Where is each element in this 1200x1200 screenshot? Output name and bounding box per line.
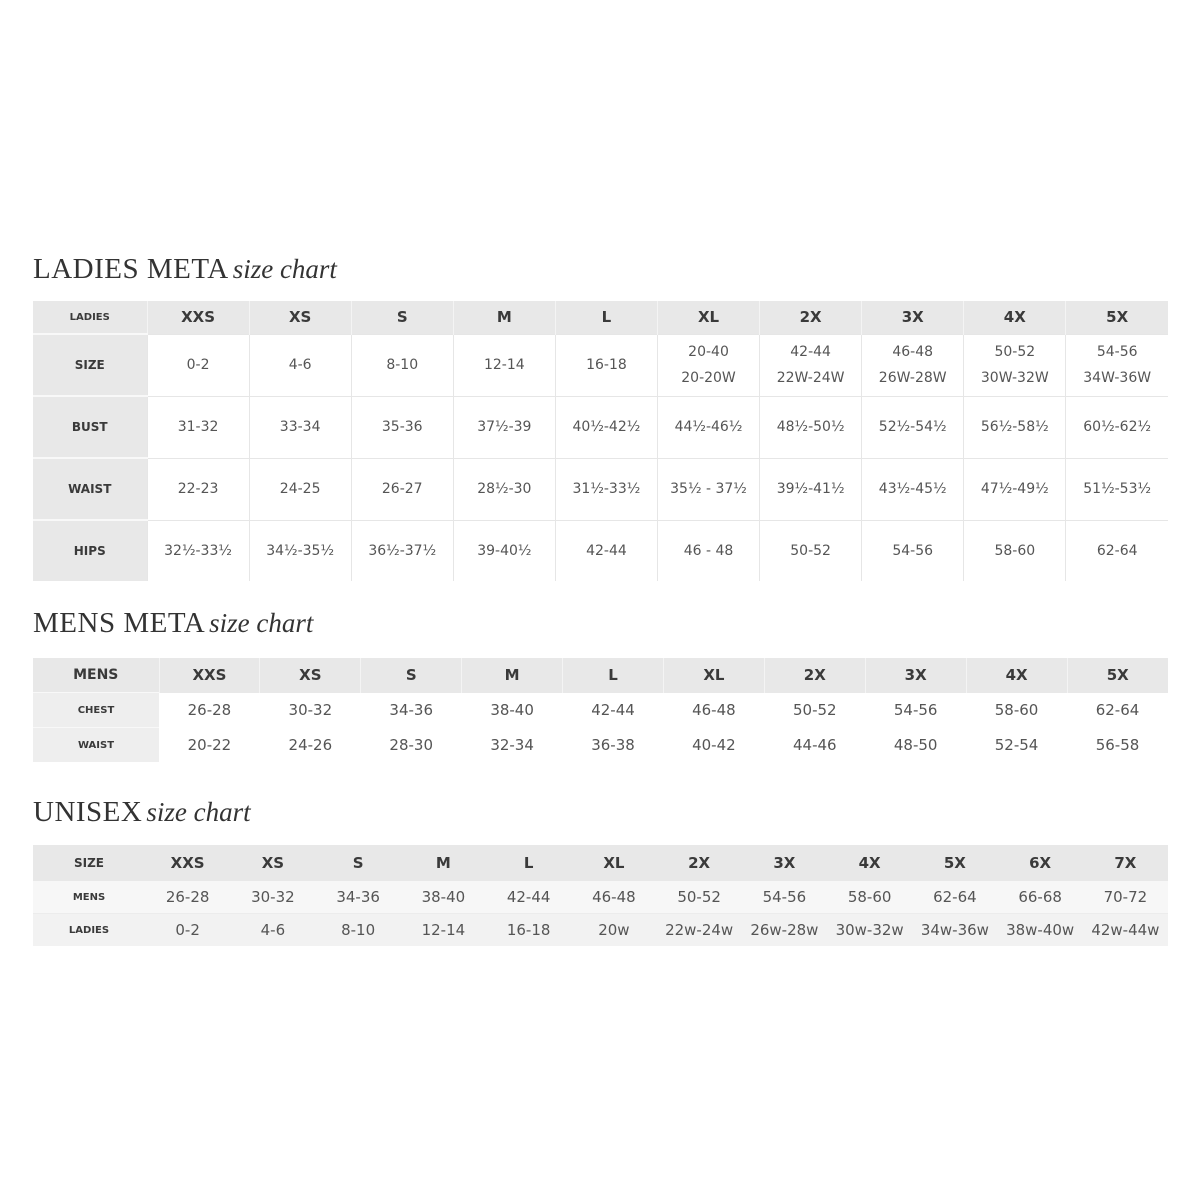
ladies-hips-3x-cell [862,520,964,581]
ladies-row-label-size: SIZE [33,334,147,396]
unisex-mens-4x-value: 58-60 [827,881,912,914]
unisex-mens-7x-value: 70-72 [1083,881,1168,914]
unisex-ladies-2x-value: 22w-24w [657,914,742,947]
unisex-size-header-xxs: XXS [145,845,230,881]
ladies-hips-2x-cell [760,520,862,581]
ladies-waist-xl-cell [657,458,759,520]
ladies-hips-5x-value: 62-64 [1096,542,1138,559]
ladies-hips-xl-cell [657,520,759,581]
unisex-ladies-7x-value: 42w-44w [1083,914,1168,947]
mens-chart-title-sub: size chart [209,608,314,638]
unisex-ladies-l-value: 16-18 [486,914,571,947]
ladies-hips-3x-value: 54-56 [892,542,934,559]
mens-chest-xxs-value: 26-28 [187,701,232,719]
unisex-mens-l-value: 42-44 [486,881,571,914]
ladies-hips-l-cell [555,520,657,581]
unisex-size-header-6x: 6X [998,845,1083,881]
ladies-size-xl-value: 20-40 [688,344,729,360]
ladies-size-header-4x: 4X [964,301,1066,334]
ladies-hips-xxs-cell [147,520,249,581]
mens-size-header-s: S [361,658,462,693]
ladies-bust-4x-cell [964,396,1066,458]
mens-chest-xs-value: 30-32 [288,701,333,719]
unisex-mens-xs-value: 30-32 [230,881,315,914]
mens-waist-xl-value: 40-42 [692,735,736,754]
unisex-size-header-4x: 4X [827,845,912,881]
unisex-ladies-xs-value: 4-6 [230,914,315,947]
unisex-mens-xxs-value: 26-28 [145,881,230,914]
ladies-hips-2x-value: 50-52 [790,542,831,559]
ladies-size-3x-cell [862,334,964,396]
ladies-row-label-bust: BUST [33,396,147,458]
ladies-waist-4x-cell [964,458,1066,520]
ladies-waist-5x-value: 51½-53½ [1083,481,1152,497]
ladies-size-2x-cell [760,334,862,396]
ladies-size-xs-cell [249,334,351,396]
unisex-ladies-6x-value: 38w-40w [998,914,1083,947]
ladies-waist-4x-value: 47½-49½ [980,481,1049,497]
unisex-chart-title [33,796,251,829]
ladies-waist-xl-value: 35½ - 37½ [670,481,747,497]
ladies-row-waist [33,458,1168,520]
ladies-size-s-value: 8-10 [386,357,419,373]
ladies-waist-2x-cell [760,458,862,520]
mens-waist-2x-value: 44-46 [792,735,837,754]
ladies-bust-m-value: 37½-39 [477,419,532,435]
ladies-hips-xs-cell [249,520,351,581]
mens-size-header-l: L [563,658,664,693]
ladies-size-xl-cell [657,334,759,396]
mens-chart-title-main: MENS META [33,607,206,639]
unisex-ladies-xl-value: 20w [571,914,656,947]
mens-chest-l-value: 42-44 [591,701,635,719]
ladies-size-4x-value: 50-52 [994,344,1036,360]
ladies-bust-l-value: 40½-42½ [572,419,641,435]
ladies-size-3x-value: 26W-28W [878,370,947,386]
mens-size-header-xl: XL [663,658,764,693]
ladies-waist-2x-value: 39½-41½ [776,481,845,497]
mens-row-label-chest: CHEST [33,693,159,728]
mens-waist-5x-value: 56-58 [1095,735,1140,754]
ladies-size-2x-value: 22W-24W [776,370,845,386]
mens-chest-5x-value: 62-64 [1095,701,1140,719]
mens-size-header-m: M [462,658,563,693]
ladies-waist-m-cell [453,458,555,520]
ladies-size-5x-cell [1066,334,1168,396]
unisex-size-header-s: S [316,845,401,881]
ladies-bust-2x-value: 48½-50½ [776,419,845,435]
unisex-size-header-3x: 3X [742,845,827,881]
ladies-size-4x-value: 30W-32W [980,370,1049,386]
ladies-bust-xxs-cell [147,396,249,458]
mens-size-header-3x: 3X [865,658,966,693]
unisex-size-table [33,845,1168,946]
ladies-header-row [33,301,1168,334]
unisex-size-header-l: L [486,845,571,881]
mens-size-table [33,658,1168,762]
unisex-mens-2x-value: 50-52 [657,881,742,914]
ladies-hips-m-cell [453,520,555,581]
ladies-hips-5x-cell [1066,520,1168,581]
ladies-hips-xl-value: 46 - 48 [683,542,734,559]
ladies-size-s-cell [351,334,453,396]
ladies-row-label-hips: HIPS [33,520,147,581]
unisex-chart-title-sub: size chart [146,797,251,827]
unisex-mens-s-value: 34-36 [316,881,401,914]
ladies-hips-s-value: 36½-37½ [368,542,437,559]
unisex-ladies-m-value: 12-14 [401,914,486,947]
ladies-size-2x-value: 42-44 [790,344,831,360]
ladies-size-xxs-value: 0-2 [186,357,210,373]
unisex-mens-xl-value: 46-48 [571,881,656,914]
ladies-bust-xxs-value: 31-32 [177,419,219,435]
unisex-size-header-xl: XL [571,845,656,881]
ladies-bust-xl-cell [657,396,759,458]
mens-row-label-waist: WAIST [33,728,159,763]
ladies-bust-4x-value: 56½-58½ [980,419,1049,435]
ladies-waist-l-value: 31½-33½ [572,481,641,497]
ladies-row-bust [33,396,1168,458]
ladies-size-l-cell [555,334,657,396]
mens-chest-s-value: 34-36 [389,701,434,719]
ladies-bust-s-cell [351,396,453,458]
mens-waist-4x-value: 52-54 [994,735,1039,754]
mens-waist-3x-value: 48-50 [893,735,938,754]
ladies-row-size [33,334,1168,396]
ladies-size-table [33,301,1168,581]
unisex-corner-label: SIZE [33,845,145,881]
ladies-size-header-xs: XS [249,301,351,334]
unisex-mens-3x-value: 54-56 [742,881,827,914]
unisex-ladies-5x-value: 34w-36w [912,914,997,947]
ladies-bust-xs-value: 33-34 [279,419,321,435]
ladies-row-label-waist: WAIST [33,458,147,520]
ladies-bust-l-cell [555,396,657,458]
mens-corner-label: MENS [33,658,159,693]
ladies-chart-title-sub: size chart [232,254,337,284]
ladies-hips-4x-cell [964,520,1066,581]
ladies-chart-title [33,253,337,286]
mens-waist-xs-value: 24-26 [288,735,333,754]
ladies-size-header-m: M [453,301,555,334]
unisex-size-header-2x: 2X [657,845,742,881]
ladies-size-header-5x: 5X [1066,301,1168,334]
ladies-size-xs-value: 4-6 [288,357,312,373]
unisex-row-label-mens: MENS [33,881,145,914]
mens-row-chest [33,693,1168,728]
mens-chest-m-value: 38-40 [490,701,534,719]
ladies-size-3x-value: 46-48 [892,344,934,360]
ladies-bust-s-value: 35-36 [381,419,423,435]
mens-chest-3x-value: 54-56 [893,701,938,719]
unisex-ladies-xxs-value: 0-2 [145,914,230,947]
ladies-bust-3x-value: 52½-54½ [878,419,947,435]
ladies-hips-4x-value: 58-60 [994,542,1036,559]
mens-chest-2x-value: 50-52 [792,701,837,719]
unisex-mens-m-value: 38-40 [401,881,486,914]
ladies-size-4x-cell [964,334,1066,396]
unisex-chart-title-main: UNISEX [33,796,143,828]
ladies-size-5x-value: 34W-36W [1083,370,1152,386]
ladies-bust-xs-cell [249,396,351,458]
mens-waist-xxs-value: 20-22 [187,735,232,754]
ladies-size-5x-value: 54-56 [1096,344,1138,360]
mens-waist-s-value: 28-30 [389,735,434,754]
mens-chest-4x-value: 58-60 [994,701,1039,719]
ladies-size-xl-value: 20-20W [681,370,736,386]
ladies-size-xxs-cell [147,334,249,396]
mens-waist-l-value: 36-38 [591,735,635,754]
unisex-size-header-5x: 5X [912,845,997,881]
unisex-mens-6x-value: 66-68 [998,881,1083,914]
ladies-waist-xxs-value: 22-23 [177,481,219,497]
unisex-ladies-4x-value: 30w-32w [827,914,912,947]
ladies-size-m-value: 12-14 [483,357,525,373]
mens-size-header-xs: XS [260,658,361,693]
ladies-size-header-s: S [351,301,453,334]
unisex-row-mens [33,881,1168,914]
unisex-ladies-3x-value: 26w-28w [742,914,827,947]
mens-size-header-2x: 2X [764,658,865,693]
ladies-waist-s-value: 26-27 [381,481,423,497]
mens-row-waist [33,728,1168,763]
ladies-hips-xxs-value: 32½-33½ [164,542,232,559]
ladies-hips-s-cell [351,520,453,581]
ladies-bust-5x-cell [1066,396,1168,458]
unisex-row-ladies [33,914,1168,947]
ladies-waist-3x-value: 43½-45½ [878,481,947,497]
unisex-mens-5x-value: 62-64 [912,881,997,914]
ladies-size-header-xl: XL [657,301,759,334]
ladies-waist-l-cell [555,458,657,520]
ladies-bust-3x-cell [862,396,964,458]
mens-header-row [33,658,1168,693]
ladies-waist-xs-cell [249,458,351,520]
mens-waist-m-value: 32-34 [490,735,534,754]
ladies-size-header-2x: 2X [760,301,862,334]
ladies-waist-3x-cell [862,458,964,520]
ladies-hips-m-value: 39-40½ [477,542,532,559]
ladies-bust-m-cell [453,396,555,458]
mens-chest-xl-value: 46-48 [692,701,736,719]
ladies-hips-xs-value: 34½-35½ [266,542,335,559]
ladies-waist-xs-value: 24-25 [279,481,321,497]
ladies-size-header-l: L [555,301,657,334]
ladies-hips-l-value: 42-44 [586,542,627,559]
ladies-waist-s-cell [351,458,453,520]
ladies-bust-2x-cell [760,396,862,458]
ladies-waist-xxs-cell [147,458,249,520]
mens-size-header-5x: 5X [1067,658,1168,693]
ladies-waist-5x-cell [1066,458,1168,520]
mens-size-header-4x: 4X [966,658,1067,693]
unisex-row-label-ladies: LADIES [33,914,145,947]
ladies-row-hips [33,520,1168,581]
mens-chart-title [33,607,313,640]
ladies-size-header-3x: 3X [862,301,964,334]
ladies-size-header-xxs: XXS [147,301,249,334]
unisex-size-header-xs: XS [230,845,315,881]
ladies-size-l-value: 16-18 [586,357,627,373]
mens-size-header-xxs: XXS [159,658,260,693]
ladies-chart-title-main: LADIES META [33,253,229,285]
unisex-size-header-7x: 7X [1083,845,1168,881]
ladies-bust-xl-value: 44½-46½ [674,419,743,435]
ladies-corner-label: LADIES [33,301,147,334]
unisex-size-header-m: M [401,845,486,881]
ladies-waist-m-value: 28½-30 [477,481,532,497]
unisex-header-row [33,845,1168,881]
ladies-bust-5x-value: 60½-62½ [1083,419,1152,435]
ladies-size-m-cell [453,334,555,396]
unisex-ladies-s-value: 8-10 [316,914,401,947]
